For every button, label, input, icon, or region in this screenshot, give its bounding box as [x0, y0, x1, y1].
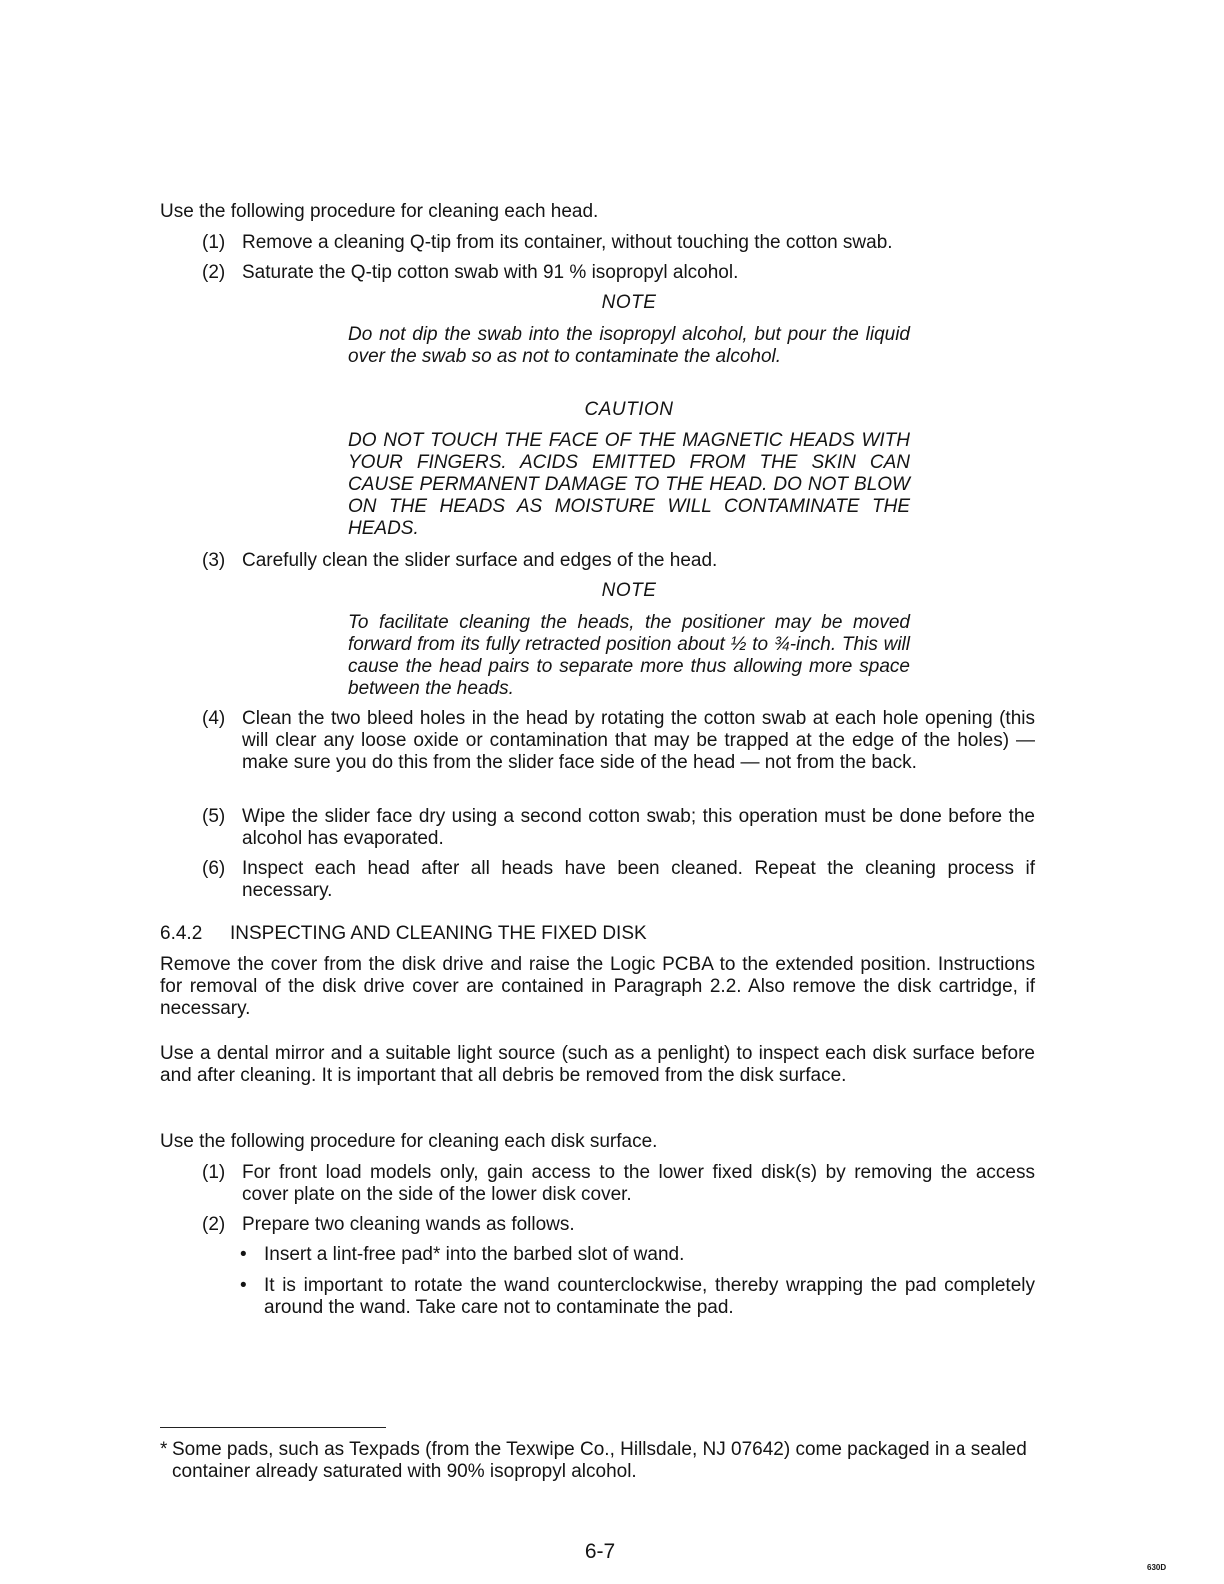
- bullet-icon: •: [240, 1275, 247, 1296]
- bullet-text: Insert a lint-free pad* into the barbed slot of wand.: [264, 1244, 685, 1265]
- footnote-mark: *: [160, 1439, 168, 1460]
- step-1-disk: [202, 1162, 1035, 1206]
- note-heading: NOTE: [601, 292, 657, 313]
- step-text: Carefully clean the slider surface and edges of the head.: [242, 550, 718, 571]
- footnote-text: Some pads, such as Texpads (from the Texwipe Co., Hillsdale, NJ 07642) come packaged in a sealed container already saturated with 90% isopropyl alcohol.: [172, 1439, 1027, 1482]
- paragraph: Use a dental mirror and a suitable light source (such as a penlight) to inspect each disk surface before and after cleaning. It is important that all debris be removed from the disk surface.: [160, 1043, 1035, 1086]
- section-number: 6.4.2: [160, 923, 203, 944]
- step-number: (4): [202, 708, 226, 729]
- step-2-disk: [202, 1214, 1035, 1236]
- caution-heading: CAUTION: [584, 399, 674, 420]
- step-4-heads: [202, 708, 1035, 774]
- step-number: (1): [202, 232, 226, 253]
- step-text: Remove a cleaning Q-tip from its container, without touching the cotton swab.: [242, 232, 893, 253]
- step-number: (6): [202, 858, 226, 879]
- bullet-item: [240, 1244, 1035, 1266]
- step-text: Inspect each head after all heads have been cleaned. Repeat the cleaning process if necessary.: [242, 858, 1035, 901]
- procedure-intro-heads: Use the following procedure for cleaning each head.: [160, 201, 599, 222]
- step-number: (2): [202, 1214, 226, 1235]
- step-1-heads: [202, 232, 1035, 254]
- footnote: [160, 1439, 1035, 1483]
- step-number: (2): [202, 262, 226, 283]
- footnote-divider: [160, 1427, 386, 1428]
- step-text: Clean the two bleed holes in the head by rotating the cotton swab at each hole opening (this will clear any loose oxide or contamination that may be trapped at the edge of the holes) — make sure you do this from the slider face side of the head — not from the back.: [242, 708, 1035, 773]
- step-5-heads: [202, 806, 1035, 850]
- document-code: 630D: [1147, 1563, 1167, 1572]
- note-body: Do not dip the swab into the isopropyl alcohol, but pour the liquid over the swab so as not to contaminate the alcohol.: [348, 324, 910, 367]
- step-text: Prepare two cleaning wands as follows.: [242, 1214, 575, 1235]
- caution-body: DO NOT TOUCH THE FACE OF THE MAGNETIC HEADS WITH YOUR FINGERS. ACIDS EMITTED FROM THE SKIN CAN CAUSE PERMANENT DAMAGE TO THE HEAD. DO NOT BLOW ON THE HEADS AS MOISTURE WILL CONTAMINATE THE HEADS.: [348, 430, 910, 539]
- step-2-heads: [202, 262, 1035, 284]
- step-number: (3): [202, 550, 226, 571]
- section-heading: [160, 923, 647, 945]
- bullet-icon: •: [240, 1244, 247, 1265]
- step-text: Wipe the slider face dry using a second cotton swab; this operation must be done before the alcohol has evaporated.: [242, 806, 1035, 849]
- step-3-heads: [202, 550, 1035, 572]
- step-number: (5): [202, 806, 226, 827]
- step-text: Saturate the Q-tip cotton swab with 91 % isopropyl alcohol.: [242, 262, 739, 283]
- step-number: (1): [202, 1162, 226, 1183]
- bullet-item: [240, 1275, 1035, 1319]
- page-number: 6-7: [584, 1540, 616, 1563]
- paragraph: Remove the cover from the disk drive and raise the Logic PCBA to the extended position. Instructions for removal of the disk drive cover are contained in Paragraph 2.2. Also remove the disk cartridge, if necessary.: [160, 954, 1035, 1019]
- step-6-heads: [202, 858, 1035, 902]
- bullet-text: It is important to rotate the wand counterclockwise, thereby wrapping the pad completely around the wand. Take care not to contaminate the pad.: [264, 1275, 1035, 1318]
- note-heading: NOTE: [601, 580, 657, 601]
- procedure-intro-disk: Use the following procedure for cleaning each disk surface.: [160, 1131, 658, 1152]
- section-title: INSPECTING AND CLEANING THE FIXED DISK: [230, 923, 647, 944]
- note-body: To facilitate cleaning the heads, the positioner may be moved forward from its fully retracted position about ½ to ¾-inch. This will cause the head pairs to separate more thus allowing more space between the heads.: [348, 612, 910, 699]
- step-text: For front load models only, gain access to the lower fixed disk(s) by removing the access cover plate on the side of the lower disk cover.: [242, 1162, 1035, 1205]
